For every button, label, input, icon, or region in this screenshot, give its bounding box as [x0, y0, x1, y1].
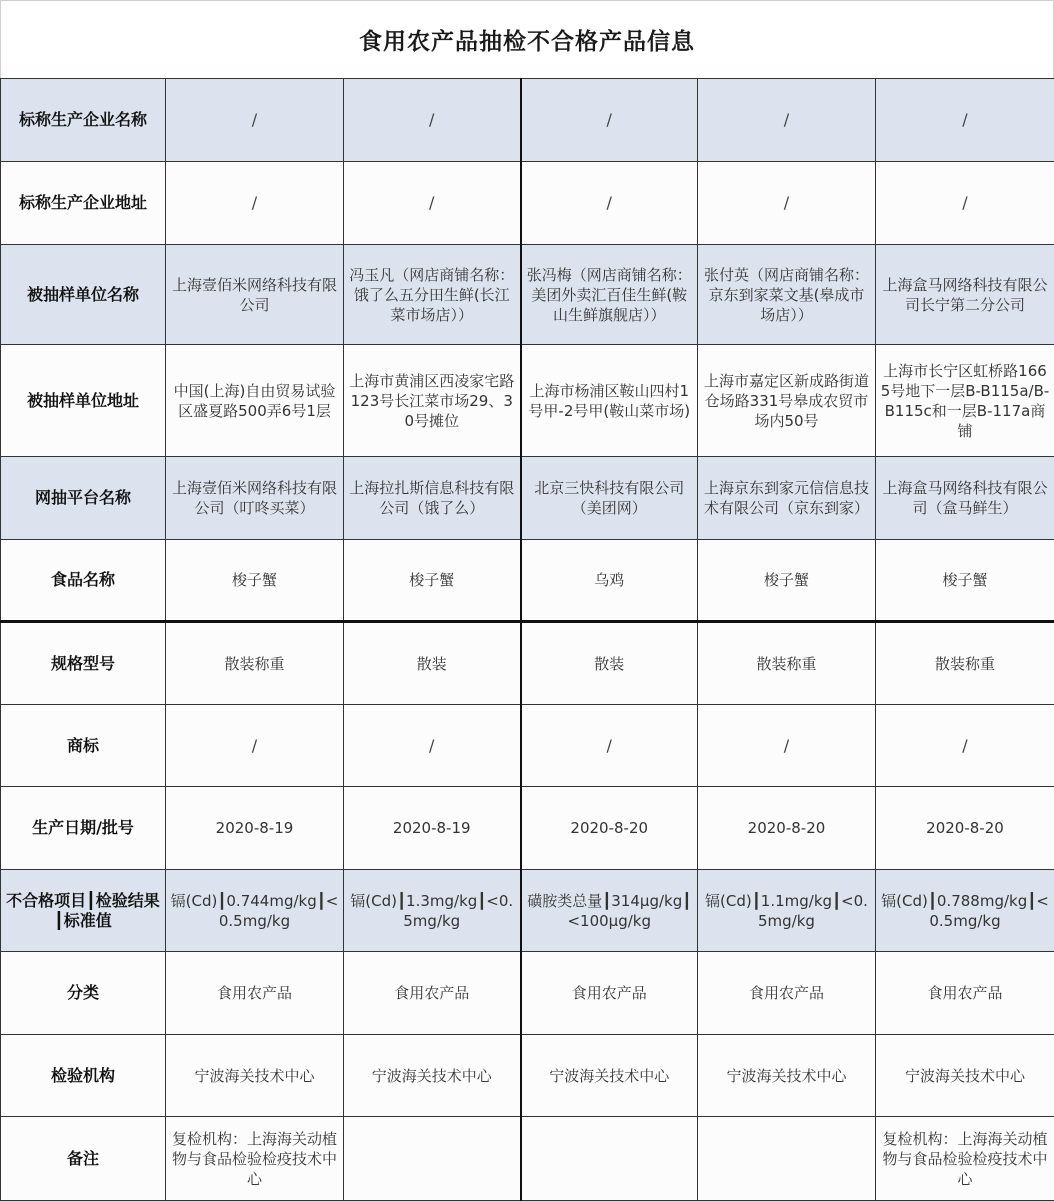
row-label: 检验机构 [1, 1035, 166, 1117]
cell-value: / [429, 736, 434, 756]
table-cell [166, 870, 344, 952]
table-cell [344, 457, 521, 540]
row-label: 标称生产企业地址 [1, 162, 166, 245]
cell-value: 上海市嘉定区新成路街道仓场路331号皋成农贸市场内50号 [702, 371, 871, 431]
table-cell [876, 622, 1054, 705]
cell-value: / [252, 110, 257, 130]
cell-value: / [252, 736, 257, 756]
table-cell [521, 1117, 698, 1201]
row-label: 分类 [1, 952, 166, 1035]
row-sampled-unit-address [1, 345, 1054, 457]
cell-value: / [784, 110, 789, 130]
table-cell [521, 540, 698, 622]
table-body [1, 79, 1054, 1201]
table-cell [876, 245, 1054, 345]
cell-value: 梭子蟹 [942, 570, 987, 590]
table-cell [876, 162, 1054, 245]
table-cell [876, 457, 1054, 540]
row-label: 备注 [1, 1117, 166, 1201]
cell-value: 上海盒马网络科技有限公司长宁第二分公司 [880, 275, 1050, 315]
page-title: 食用农产品抽检不合格产品信息 [1, 1, 1053, 78]
table-cell [521, 870, 698, 952]
cell-value: / [962, 736, 967, 756]
cell-value: 2020-8-19 [393, 818, 471, 838]
table-cell [876, 705, 1054, 787]
cell-value: / [784, 736, 789, 756]
cell-value: 张付英（网店商铺名称：京东到家菜文基(皋成市场店）） [702, 265, 871, 325]
row-label: 网抽平台名称 [1, 457, 166, 540]
table-cell [521, 622, 698, 705]
table-cell [698, 787, 876, 870]
table-cell [344, 952, 521, 1035]
table-cell [698, 870, 876, 952]
table-cell [698, 952, 876, 1035]
cell-value: 上海市杨浦区鞍山四村1号甲-2号甲(鞍山菜市场) [526, 381, 694, 421]
table-cell [166, 79, 344, 162]
table-cell [166, 1035, 344, 1117]
table-cell [344, 79, 521, 162]
row-label: 标称生产企业名称 [1, 79, 166, 162]
row-remarks [1, 1117, 1054, 1201]
table-cell [344, 245, 521, 345]
table-cell [698, 622, 876, 705]
cell-value: 上海壹佰米网络科技有限公司 [170, 275, 339, 315]
row-label: 生产日期/批号 [1, 787, 166, 870]
table-cell [876, 952, 1054, 1035]
table-cell [521, 162, 698, 245]
table-cell [166, 245, 344, 345]
table-cell [698, 705, 876, 787]
row-label: 商标 [1, 705, 166, 787]
cell-value: 复检机构：上海海关动植物与食品检验检疫技术中心 [170, 1129, 339, 1189]
row-label: 规格型号 [1, 622, 166, 705]
cell-value: 散装 [417, 654, 447, 674]
cell-value: / [607, 736, 612, 756]
table-cell [521, 457, 698, 540]
row-label: 不合格项目┃检验结果┃标准值 [1, 870, 166, 952]
table-cell [344, 1117, 521, 1201]
row-food-name [1, 540, 1054, 622]
table-cell [166, 622, 344, 705]
cell-value: 梭子蟹 [232, 570, 277, 590]
cell-value: 上海壹佰米网络科技有限公司（叮咚买菜） [170, 478, 339, 518]
table-cell [876, 540, 1054, 622]
cell-value: / [252, 193, 257, 213]
table-cell [698, 345, 876, 457]
table-cell [166, 1117, 344, 1201]
table-cell [166, 345, 344, 457]
row-failed-item-result-standard [1, 870, 1054, 952]
table-cell [166, 457, 344, 540]
cell-value: 张冯梅（网店商铺名称：美团外卖汇百佳生鲜(鞍山生鲜旗舰店）） [526, 265, 694, 325]
cell-value: 宁波海关技术中心 [726, 1066, 846, 1086]
cell-value: 宁波海关技术中心 [905, 1066, 1025, 1086]
row-spec-model [1, 622, 1054, 705]
row-label: 被抽样单位名称 [1, 245, 166, 345]
cell-value: 乌鸡 [594, 570, 624, 590]
cell-value: 宁波海关技术中心 [372, 1066, 492, 1086]
row-testing-agency [1, 1035, 1054, 1117]
table-cell [521, 345, 698, 457]
row-nominal-producer-address [1, 162, 1054, 245]
cell-value: 2020-8-20 [570, 818, 648, 838]
table-cell [344, 705, 521, 787]
table-cell [521, 245, 698, 345]
cell-value: 冯玉凡（网店商铺名称：饿了么五分田生鲜(长江菜市场店）） [348, 265, 516, 325]
cell-value: 镉(Cd)┃0.744mg/kg┃<0.5mg/kg [170, 891, 339, 931]
table-cell [698, 79, 876, 162]
cell-value: 镉(Cd)┃0.788mg/kg┃<0.5mg/kg [880, 891, 1050, 931]
cell-value: / [607, 193, 612, 213]
cell-value: 食用农产品 [749, 983, 824, 1003]
cell-value: 上海市黄浦区西凌家宅路123号长江菜市场29、30号摊位 [348, 371, 516, 431]
cell-value: / [962, 193, 967, 213]
cell-value: 散装称重 [935, 654, 995, 674]
cell-value: 散装 [594, 654, 624, 674]
cell-value: 磺胺类总量┃314μg/kg┃<100μg/kg [526, 891, 694, 931]
row-nominal-producer-name [1, 79, 1054, 162]
table-cell [166, 540, 344, 622]
table-cell [521, 952, 698, 1035]
table-cell [344, 787, 521, 870]
table-cell [521, 705, 698, 787]
cell-value: 2020-8-19 [216, 818, 294, 838]
row-sampled-unit-name [1, 245, 1054, 345]
table-cell [876, 79, 1054, 162]
table-cell [344, 622, 521, 705]
cell-value: 散装称重 [224, 654, 284, 674]
cell-value: 镉(Cd)┃1.1mg/kg┃<0.5mg/kg [702, 891, 871, 931]
cell-value: 复检机构：上海海关动植物与食品检验检疫技术中心 [880, 1129, 1050, 1189]
cell-value: 北京三快科技有限公司（美团网） [526, 478, 694, 518]
cell-value: 上海拉扎斯信息科技有限公司（饿了么） [348, 478, 516, 518]
table-cell [698, 162, 876, 245]
cell-value: 宁波海关技术中心 [194, 1066, 314, 1086]
table-cell [876, 1035, 1054, 1117]
table-cell [344, 540, 521, 622]
row-category [1, 952, 1054, 1035]
cell-value: 食用农产品 [394, 983, 469, 1003]
cell-value: 食用农产品 [217, 983, 292, 1003]
table-cell [698, 457, 876, 540]
cell-value: 上海市长宁区虹桥路1665号地下一层B-B115a/B-B115c和一层B-117a商铺 [880, 361, 1050, 441]
table-cell [876, 1117, 1054, 1201]
table-cell [166, 787, 344, 870]
table-cell [698, 245, 876, 345]
table-cell [344, 162, 521, 245]
table-cell [698, 1035, 876, 1117]
cell-value: 中国(上海)自由贸易试验区盛夏路500弄6号1层 [170, 381, 339, 421]
cell-value: / [962, 110, 967, 130]
cell-value: 梭子蟹 [409, 570, 454, 590]
cell-value: 食用农产品 [572, 983, 647, 1003]
row-label: 食品名称 [1, 540, 166, 622]
row-platform-name [1, 457, 1054, 540]
row-trademark [1, 705, 1054, 787]
cell-value: 2020-8-20 [926, 818, 1004, 838]
table-cell [698, 540, 876, 622]
cell-value: 散装称重 [756, 654, 816, 674]
inspection-table [0, 78, 1054, 1201]
cell-value: 上海京东到家元信信息技术有限公司（京东到家） [702, 478, 871, 518]
table-cell [521, 787, 698, 870]
cell-value: / [429, 110, 434, 130]
table-cell [344, 870, 521, 952]
table-cell [344, 345, 521, 457]
cell-value: / [607, 110, 612, 130]
table-cell [876, 787, 1054, 870]
cell-value: 上海盒马网络科技有限公司（盒马鲜生） [880, 478, 1050, 518]
table-cell [521, 1035, 698, 1117]
table-cell [344, 1035, 521, 1117]
cell-value: / [784, 193, 789, 213]
cell-value: 2020-8-20 [748, 818, 826, 838]
table-cell [876, 345, 1054, 457]
cell-value: / [429, 193, 434, 213]
table-cell [166, 162, 344, 245]
cell-value: 镉(Cd)┃1.3mg/kg┃<0.5mg/kg [348, 891, 516, 931]
cell-value: 梭子蟹 [764, 570, 809, 590]
table-cell [698, 1117, 876, 1201]
cell-value: 食用农产品 [927, 983, 1002, 1003]
table-cell [166, 705, 344, 787]
row-production-date [1, 787, 1054, 870]
row-label: 被抽样单位地址 [1, 345, 166, 457]
table-cell [521, 79, 698, 162]
table-cell [166, 952, 344, 1035]
table-cell [876, 870, 1054, 952]
cell-value: 宁波海关技术中心 [549, 1066, 669, 1086]
